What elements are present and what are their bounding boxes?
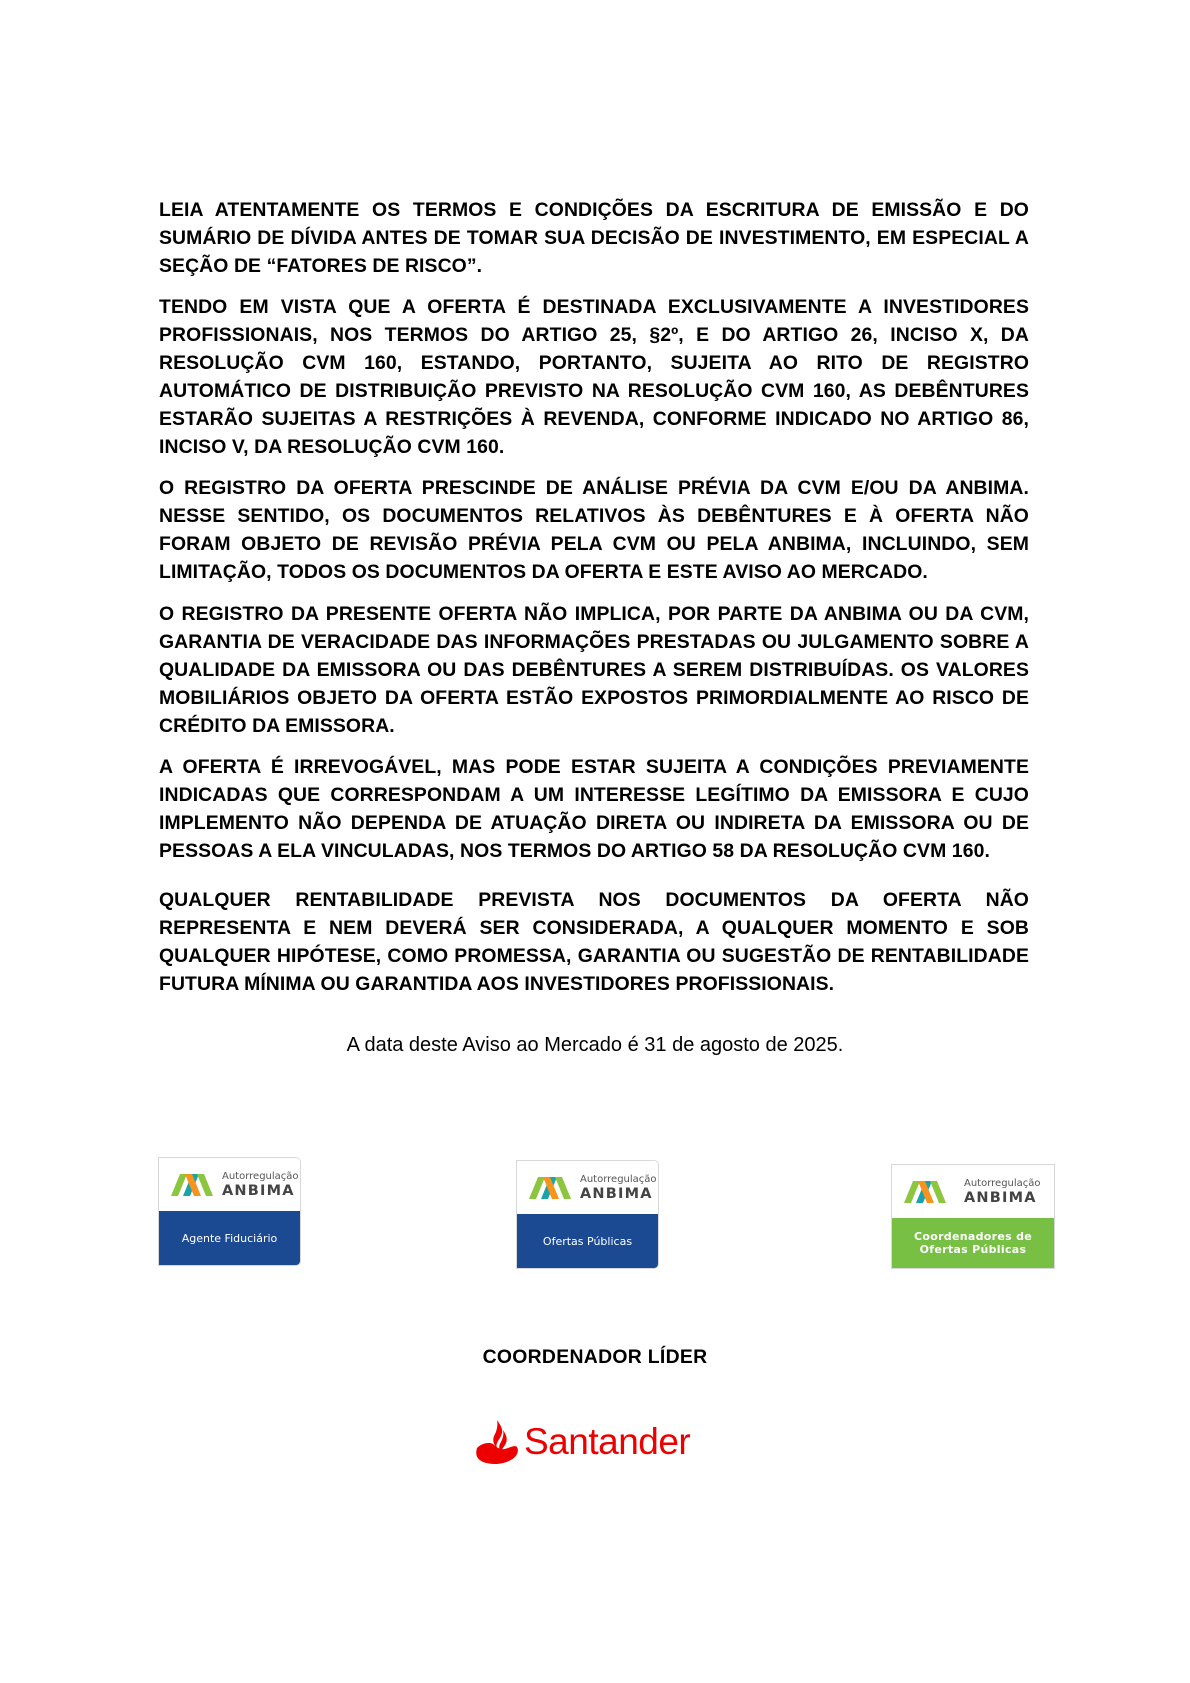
santander-wordmark: Santander: [524, 1421, 691, 1462]
badge-label-text: Agente Fiduciário: [181, 1231, 278, 1245]
badge-label-line-2: Ofertas Públicas: [919, 1243, 1027, 1256]
no-prior-review-paragraph: O REGISTRO DA OFERTA PRESCINDE DE ANÁLISE PRÉVIA DA CVM E/OU DA ANBIMA. NESSE SENTIDO, OS DOCUMENTOS RELATIVOS ÀS DEBÊNTURES E À OFERTA NÃO FORAM OBJETO DE REVISÃO PRÉVIA PELA CVM OU PELA ANBIMA, INCLUINDO, SEM LIMITAÇÃO, TODOS OS DOCUMENTOS DA OFERTA E ESTE AVISO AO MERCADO.: [159, 477, 1029, 583]
anbima-logo-icon: [904, 1177, 946, 1205]
badge-label: [159, 1211, 300, 1265]
badge-header: [892, 1165, 1054, 1220]
no-guarantee-paragraph: O REGISTRO DA PRESENTE OFERTA NÃO IMPLICA, POR PARTE DA ANBIMA OU DA CVM, GARANTIA DE VERACIDADE DAS INFORMAÇÕES PRESTADAS OU JULGAMENTO SOBRE A QUALIDADE DA EMISSORA OU DAS DEBÊNTURES A SEREM DISTRIBUÍDAS. OS VALORES MOBILIÁRIOS OBJETO DA OFERTA ESTÃO EXPOSTOS PRIMORDIALMENTE AO RISCO DE CRÉDITO DA EMISSORA.: [159, 603, 1029, 737]
badge-label-text: Ofertas Públicas: [542, 1234, 633, 1248]
anbima-badge-coordenadores: [891, 1164, 1055, 1269]
anbima-logo-icon: [529, 1173, 571, 1201]
coordinator-heading: COORDENADOR LÍDER: [482, 1346, 708, 1368]
santander-flame-icon: [474, 1418, 520, 1466]
anbima-badge-agente-fiduciario: [158, 1157, 301, 1266]
badge-header: [159, 1158, 300, 1213]
anbima-logo-icon: [171, 1170, 213, 1198]
badge-title: ANBIMA: [964, 1190, 1037, 1206]
profitability-disclaimer-paragraph: QUALQUER RENTABILIDADE PREVISTA NOS DOCUMENTOS DA OFERTA NÃO REPRESENTA E NEM DEVERÁ SER CONSIDERADA, A QUALQUER MOMENTO E SOB QUALQUER HIPÓTESE, COMO PROMESSA, GARANTIA OU SUGESTÃO DE RENTABILIDADE FUTURA MÍNIMA OU GARANTIDA AOS INVESTIDORES PROFISSIONAIS.: [159, 889, 1029, 995]
badge-label-line-1: Coordenadores de: [913, 1230, 1033, 1243]
badge-label-text: [914, 1230, 1032, 1256]
badge-title: ANBIMA: [580, 1186, 653, 1202]
anbima-badge-ofertas-publicas: [516, 1160, 659, 1269]
notice-date: A data deste Aviso ao Mercado é 31 de agosto de 2025.: [346, 1034, 844, 1056]
risk-warning-paragraph: LEIA ATENTAMENTE OS TERMOS E CONDIÇÕES DA ESCRITURA DE EMISSÃO E DO SUMÁRIO DE DÍVIDA ANTES DE TOMAR SUA DECISÃO DE INVESTIMENTO, EM ESPECIAL A SEÇÃO DE “FATORES DE RISCO”.: [159, 199, 1029, 277]
badge-label: [892, 1218, 1054, 1268]
irrevocable-offer-paragraph: A OFERTA É IRREVOGÁVEL, MAS PODE ESTAR SUJEITA A CONDIÇÕES PREVIAMENTE INDICADAS QUE CORRESPONDAM A UM INTERESSE LEGÍTIMO DA EMISSORA E CUJO IMPLEMENTO NÃO DEPENDA DE ATUAÇÃO DIRETA OU INDIRETA DA EMISSORA OU DE PESSOAS A ELA VINCULADAS, NOS TERMOS DO ARTIGO 58 DA RESOLUÇÃO CVM 160.: [159, 756, 1029, 862]
badge-subtitle: Autorregulação: [964, 1178, 1041, 1189]
badge-subtitle: Autorregulação: [222, 1171, 299, 1182]
badge-label: [517, 1214, 658, 1268]
badge-subtitle: Autorregulação: [580, 1174, 657, 1185]
santander-logo: [474, 1418, 714, 1468]
badge-header: [517, 1161, 658, 1216]
professional-investors-paragraph: TENDO EM VISTA QUE A OFERTA É DESTINADA EXCLUSIVAMENTE A INVESTIDORES PROFISSIONAIS, NOS TERMOS DO ARTIGO 25, §2º, E DO ARTIGO 26, INCISO X, DA RESOLUÇÃO CVM 160, ESTANDO, PORTANTO, SUJEITA AO RITO DE REGISTRO AUTOMÁTICO DE DISTRIBUIÇÃO PREVISTO NA RESOLUÇÃO CVM 160, AS DEBÊNTURES ESTARÃO SUJEITAS A RESTRIÇÕES À REVENDA, CONFORME INDICADO NO ARTIGO 86, INCISO V, DA RESOLUÇÃO CVM 160.: [159, 296, 1029, 458]
badge-title: ANBIMA: [222, 1183, 295, 1199]
